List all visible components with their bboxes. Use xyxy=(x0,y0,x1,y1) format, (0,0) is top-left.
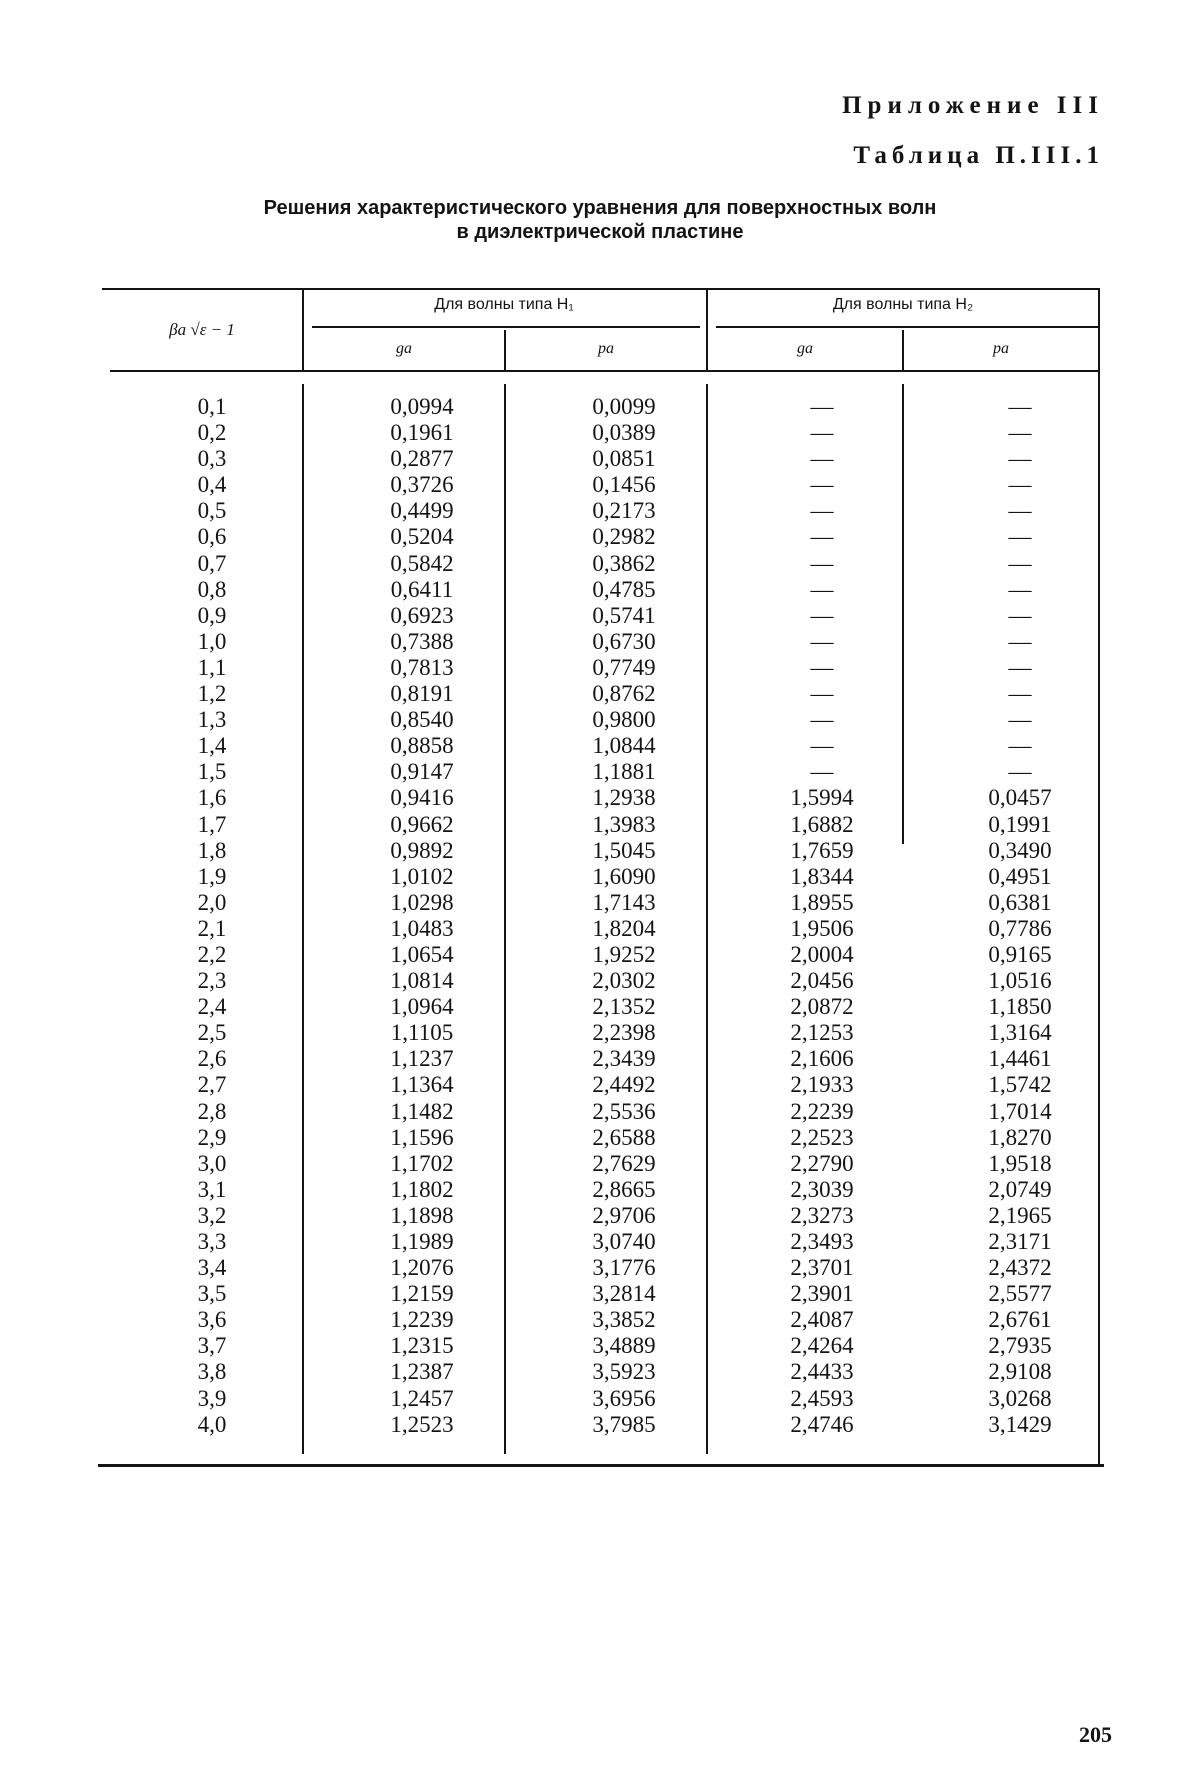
table-cell: 1,9 xyxy=(197,863,227,889)
table-title-line2: в диэлектрической пластине xyxy=(456,221,744,243)
table-cell: 2,0749 xyxy=(988,1176,1052,1202)
table-cell: 2,3701 xyxy=(790,1255,854,1281)
table-cell: 0,0851 xyxy=(592,446,656,472)
table-cell: — xyxy=(1008,446,1032,472)
table-cell: 2,1352 xyxy=(592,994,656,1020)
table-cell: 1,3 xyxy=(197,707,227,733)
table-cell: 0,0457 xyxy=(988,785,1052,811)
table-cell: 2,8665 xyxy=(592,1176,656,1202)
table-cell: 2,0 xyxy=(197,889,227,915)
table-row xyxy=(102,1203,1100,1229)
table-cell: 2,3493 xyxy=(790,1229,854,1254)
table-cell: 0,7749 xyxy=(592,654,656,680)
table-cell: 2,3901 xyxy=(790,1281,854,1307)
table-cell: 1,0516 xyxy=(988,968,1052,994)
table-cell: 1,1802 xyxy=(390,1176,454,1202)
page-number: 205 xyxy=(1079,1722,1112,1747)
table-row xyxy=(102,446,1100,472)
table-cell: 2,1253 xyxy=(790,1020,854,1046)
table-cell: — xyxy=(1008,576,1032,602)
table-cell: 3,7 xyxy=(197,1333,227,1359)
table-cell: 3,6 xyxy=(197,1307,227,1333)
table-cell: 2,6761 xyxy=(988,1307,1052,1333)
table-cell: 1,5045 xyxy=(592,837,656,863)
table-cell: 2,5577 xyxy=(988,1281,1052,1307)
table-cell: 0,7786 xyxy=(988,915,1052,941)
table-cell: 0,9 xyxy=(197,602,227,628)
table-row xyxy=(102,1125,1100,1151)
table-cell: 1,5 xyxy=(197,759,227,785)
table-cell: 1,1898 xyxy=(390,1202,454,1228)
table-row xyxy=(102,812,1100,838)
table-cell: — xyxy=(810,654,834,680)
table-cell: 4,0 xyxy=(197,1411,227,1437)
table-cell: 1,7 xyxy=(197,811,227,837)
table-cell: — xyxy=(1008,394,1032,419)
table-top-rule xyxy=(102,288,1100,290)
table-cell: 0,3726 xyxy=(390,472,454,498)
table-cell: 0,6923 xyxy=(390,602,454,628)
table-row xyxy=(102,1386,1100,1412)
table-cell: 1,2387 xyxy=(390,1359,454,1385)
table-cell: 1,0298 xyxy=(390,889,454,915)
table-cell: — xyxy=(1008,524,1032,550)
table-cell: — xyxy=(1008,681,1032,707)
table-cell: 1,2 xyxy=(197,681,227,707)
table-cell: 3,0268 xyxy=(988,1385,1052,1411)
group1-underline xyxy=(312,326,700,328)
table-cell: 2,9 xyxy=(197,1124,227,1150)
table-cell: 3,7985 xyxy=(592,1411,656,1437)
table-cell: 0,6411 xyxy=(390,576,454,602)
table-cell: 0,1991 xyxy=(988,811,1052,837)
table-cell: 0,5 xyxy=(197,498,227,524)
table-row xyxy=(102,472,1100,498)
table-cell: 3,3852 xyxy=(592,1307,656,1333)
table-bottom-rule xyxy=(98,1464,1104,1467)
table-cell: 1,8955 xyxy=(790,889,854,915)
table-cell: — xyxy=(1008,602,1032,628)
table-cell: 2,0456 xyxy=(790,968,854,994)
table-row xyxy=(102,968,1100,994)
table-cell: 2,2239 xyxy=(790,1098,854,1124)
table-cell: 1,2938 xyxy=(592,785,656,811)
table-row xyxy=(102,1412,1100,1438)
table-cell: 3,5 xyxy=(197,1281,227,1307)
table-cell: 2,4264 xyxy=(790,1333,854,1359)
table-title xyxy=(0,196,1200,244)
table-cell: 2,3 xyxy=(197,968,227,994)
table-row xyxy=(102,394,1100,420)
table-row xyxy=(102,1020,1100,1046)
solutions-table xyxy=(102,288,1100,1468)
table-cell: 2,4746 xyxy=(790,1411,854,1437)
table-cell: 0,4951 xyxy=(988,863,1052,889)
table-cell: 1,1596 xyxy=(390,1124,454,1150)
table-cell: 2,6588 xyxy=(592,1124,656,1150)
table-cell: 3,9 xyxy=(197,1385,227,1411)
table-cell: 1,0483 xyxy=(390,915,454,941)
table-cell: 1,5994 xyxy=(790,785,854,811)
table-cell: 3,1776 xyxy=(592,1255,656,1281)
table-cell: 0,8762 xyxy=(592,681,656,707)
table-cell: — xyxy=(810,498,834,524)
table-row xyxy=(102,629,1100,655)
table-row xyxy=(102,1255,1100,1281)
table-cell: 1,6882 xyxy=(790,811,854,837)
table-cell: — xyxy=(1008,498,1032,524)
table-cell: 0,4785 xyxy=(592,576,656,602)
table-cell: — xyxy=(1008,628,1032,654)
table-cell: 2,1 xyxy=(197,915,227,941)
table-row xyxy=(102,942,1100,968)
table-cell: — xyxy=(1008,420,1032,446)
group1-header: Для волны типа H₁ xyxy=(434,296,574,313)
table-cell: 2,2523 xyxy=(790,1124,854,1150)
table-cell: 1,8 xyxy=(197,837,227,863)
table-cell: 1,1 xyxy=(197,654,227,680)
table-cell: — xyxy=(810,576,834,602)
group2-underline xyxy=(716,326,1100,328)
table-cell: 0,3862 xyxy=(592,550,656,576)
table-cell: 0,2877 xyxy=(390,446,454,472)
table-cell: 3,3 xyxy=(197,1229,227,1254)
table-cell: 0,3490 xyxy=(988,837,1052,863)
table-cell: 0,4499 xyxy=(390,498,454,524)
table-row xyxy=(102,1307,1100,1333)
table-cell: 1,2523 xyxy=(390,1411,454,1437)
table-cell: 0,9800 xyxy=(592,707,656,733)
table-cell: — xyxy=(1008,654,1032,680)
table-cell: — xyxy=(810,759,834,785)
table-row xyxy=(102,1281,1100,1307)
table-cell: 1,2457 xyxy=(390,1385,454,1411)
table-cell: 1,8270 xyxy=(988,1124,1052,1150)
table-cell: 1,2239 xyxy=(390,1307,454,1333)
table-cell: 0,9662 xyxy=(390,811,454,837)
table-cell: 1,0654 xyxy=(390,941,454,967)
table-cell: 0,9416 xyxy=(390,785,454,811)
table-cell: 1,1989 xyxy=(390,1229,454,1254)
table-cell: 0,0099 xyxy=(592,394,656,419)
table-cell: 2,1933 xyxy=(790,1072,854,1098)
table-cell: — xyxy=(810,524,834,550)
table-cell: 1,2315 xyxy=(390,1333,454,1359)
table-cell: 1,0 xyxy=(197,628,227,654)
table-cell: 2,7629 xyxy=(592,1150,656,1176)
table-title-line1: Решения характеристического уравнения для поверхностных волн xyxy=(263,197,937,219)
table-cell: 1,7014 xyxy=(988,1098,1052,1124)
table-cell: 1,7143 xyxy=(592,889,656,915)
table-cell: 1,8204 xyxy=(592,915,656,941)
table-cell: 1,4461 xyxy=(988,1046,1052,1072)
table-cell: — xyxy=(1008,472,1032,498)
table-cell: — xyxy=(1008,733,1032,759)
table-cell: 0,9165 xyxy=(988,941,1052,967)
table-row xyxy=(102,551,1100,577)
table-row xyxy=(102,785,1100,811)
table-cell: — xyxy=(810,707,834,733)
table-cell: 0,2173 xyxy=(592,498,656,524)
table-cell: 0,5204 xyxy=(390,524,454,550)
table-cell: 1,3164 xyxy=(988,1020,1052,1046)
table-cell: 1,5742 xyxy=(988,1072,1052,1098)
table-cell: 1,1237 xyxy=(390,1046,454,1072)
subheader-ga-h1: ga xyxy=(396,340,412,357)
table-row xyxy=(102,681,1100,707)
table-cell: — xyxy=(810,681,834,707)
table-cell: 2,1606 xyxy=(790,1046,854,1072)
table-cell: 0,4 xyxy=(197,472,227,498)
table-row xyxy=(102,733,1100,759)
table-row xyxy=(102,1359,1100,1385)
table-cell: 0,9892 xyxy=(390,837,454,863)
table-row xyxy=(102,577,1100,603)
table-cell: 2,9706 xyxy=(592,1202,656,1228)
table-cell: 3,6956 xyxy=(592,1385,656,1411)
table-cell: 0,5741 xyxy=(592,602,656,628)
table-row xyxy=(102,1151,1100,1177)
table-cell: 0,8 xyxy=(197,576,227,602)
table-cell: 3,5923 xyxy=(592,1359,656,1385)
table-cell: 3,0740 xyxy=(592,1229,656,1254)
table-cell: 2,7 xyxy=(197,1072,227,1098)
table-cell: 2,3439 xyxy=(592,1046,656,1072)
table-cell: 1,6090 xyxy=(592,863,656,889)
table-cell: 1,0964 xyxy=(390,994,454,1020)
table-cell: — xyxy=(810,550,834,576)
table-cell: 2,5 xyxy=(197,1020,227,1046)
table-cell: 2,7935 xyxy=(988,1333,1052,1359)
table-cell: 1,1881 xyxy=(592,759,656,785)
table-cell: 1,1105 xyxy=(390,1020,454,1046)
table-cell: 0,8191 xyxy=(390,681,454,707)
table-cell: 3,4 xyxy=(197,1255,227,1281)
table-cell: 2,8 xyxy=(197,1098,227,1124)
table-cell: 0,7813 xyxy=(390,654,454,680)
table-cell: 1,9518 xyxy=(988,1150,1052,1176)
table-cell: 0,1 xyxy=(197,394,227,419)
table-row xyxy=(102,1333,1100,1359)
table-cell: 1,1482 xyxy=(390,1098,454,1124)
table-cell: 0,6381 xyxy=(988,889,1052,915)
subheader-ga-h2: ga xyxy=(797,340,813,357)
table-cell: 2,4492 xyxy=(592,1072,656,1098)
table-cell: 2,6 xyxy=(197,1046,227,1072)
table-row xyxy=(102,1177,1100,1203)
table-cell: 3,2 xyxy=(197,1202,227,1228)
table-cell: 2,4 xyxy=(197,994,227,1020)
table-row xyxy=(102,603,1100,629)
table-cell: 1,2159 xyxy=(390,1281,454,1307)
table-cell: — xyxy=(1008,759,1032,785)
table-cell: 0,1456 xyxy=(592,472,656,498)
table-cell: 1,0844 xyxy=(592,733,656,759)
table-cell: 0,7 xyxy=(197,550,227,576)
appendix-label: Приложение III xyxy=(842,92,1104,119)
table-cell: 2,9108 xyxy=(988,1359,1052,1385)
table-cell: 2,2 xyxy=(197,941,227,967)
table-row xyxy=(102,1046,1100,1072)
table-cell: 3,8 xyxy=(197,1359,227,1385)
table-cell: 3,1 xyxy=(197,1176,227,1202)
table-cell: 1,2076 xyxy=(390,1255,454,1281)
table-cell: 3,1429 xyxy=(988,1411,1052,1437)
table-cell: 0,3 xyxy=(197,446,227,472)
table-cell: — xyxy=(810,602,834,628)
header-separator xyxy=(110,370,1100,372)
table-cell: 0,2982 xyxy=(592,524,656,550)
subheader-pa-h2: pa xyxy=(993,340,1009,357)
table-cell: 2,1965 xyxy=(988,1202,1052,1228)
table-cell: 0,0994 xyxy=(390,394,454,419)
param-column-header: βa √ε − 1 xyxy=(169,320,235,339)
table-cell: 1,9252 xyxy=(592,941,656,967)
table-cell: 2,0302 xyxy=(592,968,656,994)
table-cell: — xyxy=(810,394,834,419)
table-cell: — xyxy=(810,733,834,759)
table-cell: 0,8858 xyxy=(390,733,454,759)
table-cell: 0,5842 xyxy=(390,550,454,576)
table-cell: 0,6730 xyxy=(592,628,656,654)
table-row xyxy=(102,890,1100,916)
table-cell: 2,4433 xyxy=(790,1359,854,1385)
table-cell: 0,6 xyxy=(197,524,227,550)
table-cell: — xyxy=(810,420,834,446)
table-cell: 3,0 xyxy=(197,1150,227,1176)
table-row xyxy=(102,1072,1100,1098)
table-row xyxy=(102,498,1100,524)
table-cell: 2,4372 xyxy=(988,1255,1052,1281)
table-cell: 0,9147 xyxy=(390,759,454,785)
table-cell: 1,9506 xyxy=(790,915,854,941)
table-row xyxy=(102,1099,1100,1125)
table-cell: 2,5536 xyxy=(592,1098,656,1124)
table-cell: 1,1364 xyxy=(390,1072,454,1098)
table-cell: 2,3273 xyxy=(790,1202,854,1228)
table-cell: 1,3983 xyxy=(592,811,656,837)
table-cell: 2,0004 xyxy=(790,941,854,967)
table-row xyxy=(102,864,1100,890)
table-cell: — xyxy=(810,628,834,654)
table-cell: 1,7659 xyxy=(790,837,854,863)
table-cell: 0,2 xyxy=(197,420,227,446)
table-cell: 2,0872 xyxy=(790,994,854,1020)
group2-header: Для волны типа H₂ xyxy=(832,296,974,313)
table-cell: 0,8540 xyxy=(390,707,454,733)
table-label: Таблица П.III.1 xyxy=(853,142,1104,169)
table-row xyxy=(102,655,1100,681)
table-cell: — xyxy=(810,446,834,472)
table-row xyxy=(102,838,1100,864)
table-cell: 2,4087 xyxy=(790,1307,854,1333)
table-cell: 3,4889 xyxy=(592,1333,656,1359)
table-row xyxy=(102,707,1100,733)
table-cell: 0,7388 xyxy=(390,628,454,654)
table-cell: 2,4593 xyxy=(790,1385,854,1411)
table-cell: 2,2790 xyxy=(790,1150,854,1176)
table-row xyxy=(102,420,1100,446)
table-cell: 2,3171 xyxy=(988,1229,1052,1254)
table-cell: 2,3039 xyxy=(790,1176,854,1202)
table-row xyxy=(102,759,1100,785)
table-cell: 1,0102 xyxy=(390,863,454,889)
table-cell: — xyxy=(1008,550,1032,576)
table-cell: 2,2398 xyxy=(592,1020,656,1046)
table-row xyxy=(102,916,1100,942)
table-cell: 1,4 xyxy=(197,733,227,759)
table-cell: — xyxy=(810,472,834,498)
table-cell: 1,1702 xyxy=(390,1150,454,1176)
subheader-pa-h1: pa xyxy=(598,340,614,357)
table-cell: 1,1850 xyxy=(988,994,1052,1020)
table-body xyxy=(102,394,1100,1438)
table-row xyxy=(102,524,1100,550)
table-row xyxy=(102,994,1100,1020)
table-cell: 1,8344 xyxy=(790,863,854,889)
table-cell: 0,0389 xyxy=(592,420,656,446)
table-cell: — xyxy=(1008,707,1032,733)
table-cell: 1,0814 xyxy=(390,968,454,994)
table-cell: 0,1961 xyxy=(390,420,454,446)
table-cell: 3,2814 xyxy=(592,1281,656,1307)
table-cell: 1,6 xyxy=(197,785,227,811)
table-row xyxy=(102,1229,1100,1255)
